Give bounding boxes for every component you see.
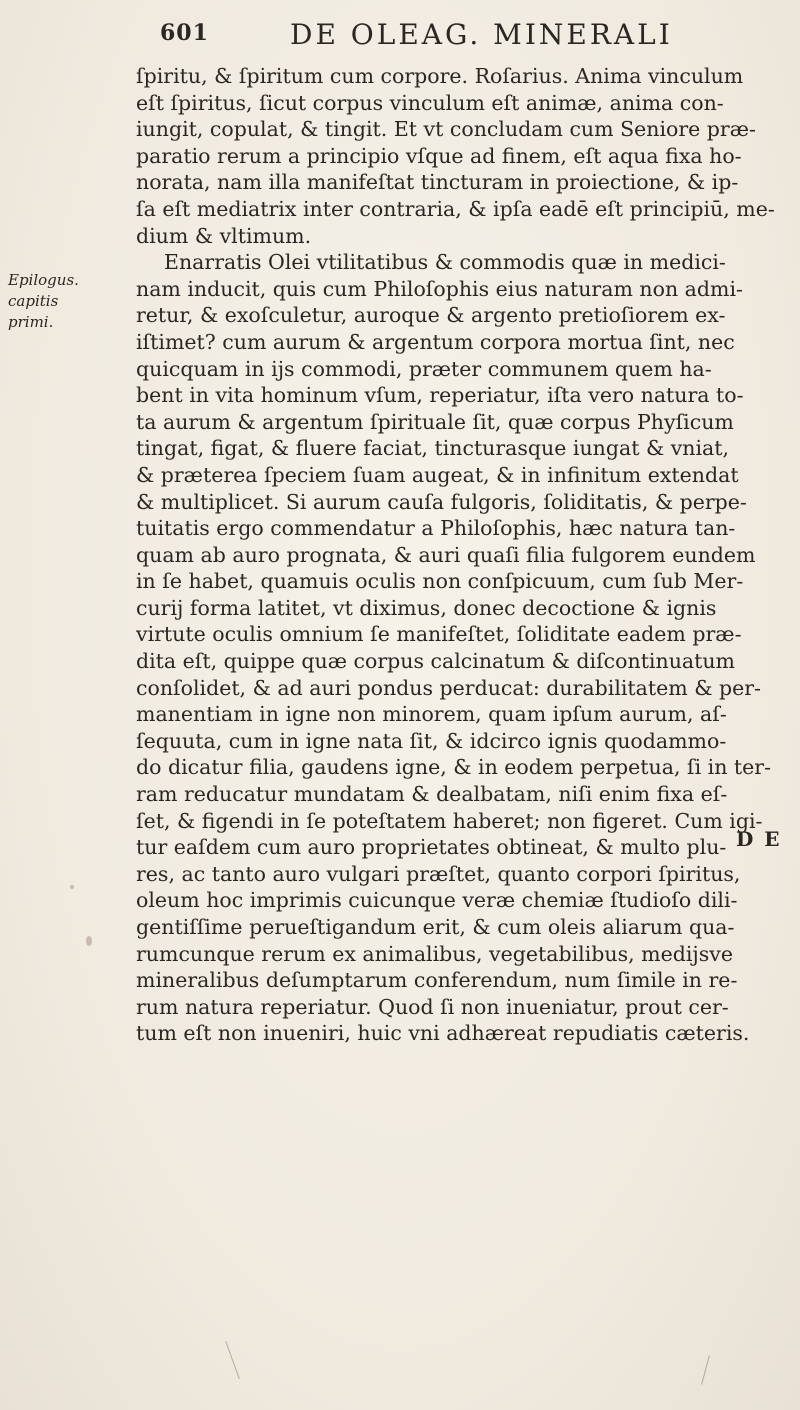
margin-note-line: primi. bbox=[8, 313, 54, 331]
text-line: dium & vltimum. bbox=[136, 223, 312, 248]
text-line: do dicatur filia, gaudens igne, & in eodem perpetua, ſi in ter- bbox=[136, 755, 772, 780]
text-line: rumcunque rerum ex animalibus, vegetabilibus, medijsve bbox=[136, 941, 733, 966]
text-line: tum eſt non inueniri, huic vni adhæreat repudiatis cæteris. bbox=[136, 1021, 750, 1046]
text-line: rum natura reperiatur. Quod ſi non inueniatur, prout cer- bbox=[136, 994, 729, 1019]
text-line: conſolidet, & ad auri pondus perducat: durabilitatem & per- bbox=[136, 675, 761, 700]
running-title: DE OLEAG. MINERALI bbox=[290, 18, 673, 51]
body-text bbox=[136, 63, 786, 1047]
margin-note-line: Epilogus. bbox=[8, 271, 79, 289]
ink-smudge bbox=[70, 885, 74, 889]
text-line: tingat, figat, & fluere faciat, tincturasque iungat & vniat, bbox=[136, 436, 730, 461]
text-line: virtute oculis omnium ſe manifeſtet, ſoliditate eadem præ- bbox=[136, 622, 742, 647]
text-line: mineralibus deſumptarum conferendum, num ſimile in re- bbox=[136, 968, 738, 993]
text-line: ſpiritu, & ſpiritum cum corpore. Roſarius. Anima vinculum bbox=[136, 64, 744, 88]
margin-note-line: capitis bbox=[8, 292, 59, 310]
text-line: & præterea ſpeciem ſuam augeat, & in infinitum extendat bbox=[136, 462, 739, 487]
text-line: oleum hoc imprimis cuicunque veræ chemiæ ſtudioſo dili- bbox=[136, 888, 738, 913]
text-line: tur eaſdem cum auro proprietates obtineat, & multo plu- bbox=[136, 835, 727, 860]
text-line: iſtimet? cum aurum & argentum corpora mortua ſint, nec bbox=[136, 329, 735, 354]
text-line: paratio rerum a principio vſque ad finem, eſt aqua fixa ho- bbox=[136, 143, 742, 168]
text-line: ſa eſt mediatrix inter contraria, & ipſa eadē eſt principiū, me- bbox=[136, 196, 775, 221]
text-line: in ſe habet, quamuis oculis non conſpicuum, cum ſub Mer- bbox=[136, 569, 744, 594]
text-line: retur, & exoſculetur, auroque & argento pretioſiorem ex- bbox=[136, 303, 726, 328]
margin-note bbox=[8, 270, 78, 333]
text-line: quam ab auro prognata, & auri quaſi filia fulgorem eundem bbox=[136, 542, 756, 567]
paper-blemish bbox=[225, 1341, 240, 1379]
text-line: bent in vita hominum vſum, reperiatur, iſta vero natura to- bbox=[136, 383, 744, 408]
text-line: dita eſt, quippe quæ corpus calcinatum & diſcontinuatum bbox=[136, 649, 735, 674]
catchword: D E bbox=[736, 827, 782, 851]
text-line: gentiſſime perueſtigandum erit, & cum oleis aliarum qua- bbox=[136, 915, 735, 939]
page-number: 601 bbox=[160, 20, 209, 46]
ink-smudge bbox=[86, 936, 92, 946]
text-line: nam inducit, quis cum Philoſophis eius naturam non admi- bbox=[136, 276, 743, 301]
text-line: norata, nam illa manifeſtat tincturam in proiectione, & ip- bbox=[136, 170, 739, 195]
page-header bbox=[160, 18, 780, 58]
text-line: iungit, copulat, & tingit. Et vt concludam cum Seniore præ- bbox=[136, 117, 756, 142]
text-line: eſt ſpiritus, ſicut corpus vinculum eſt animæ, anima con- bbox=[136, 90, 724, 115]
text-line: ta aurum & argentum ſpirituale ſit, quæ corpus Phyſicum bbox=[136, 409, 734, 434]
text-line: curij forma latitet, vt diximus, donec decoctione & ignis bbox=[136, 595, 717, 620]
text-line: Enarratis Olei vtilitatibus & commodis quæ in medici- bbox=[164, 250, 726, 275]
text-line: ſet, & figendi in ſe poteſtatem haberet; non figeret. Cum igi- bbox=[136, 808, 763, 833]
text-line: res, ac tanto auro vulgari præſtet, quanto corpori ſpiritus, bbox=[136, 861, 741, 886]
text-line: ram reducatur mundatam & dealbatam, niſi enim fixa eſ- bbox=[136, 782, 728, 807]
paper-blemish bbox=[701, 1355, 710, 1384]
text-line: manentiam in igne non minorem, quam ipſum aurum, aſ- bbox=[136, 702, 727, 727]
text-line: ſequuta, cum in igne nata ſit, & idcirco ignis quodammo- bbox=[136, 728, 727, 753]
text-line: tuitatis ergo commendatur a Philoſophis, hæc natura tan- bbox=[136, 516, 736, 541]
text-line: & multiplicet. Si aurum cauſa fulgoris, ſoliditatis, & perpe- bbox=[136, 489, 747, 514]
text-line: quicquam in ijs commodi, præter communem quem ha- bbox=[136, 356, 712, 381]
